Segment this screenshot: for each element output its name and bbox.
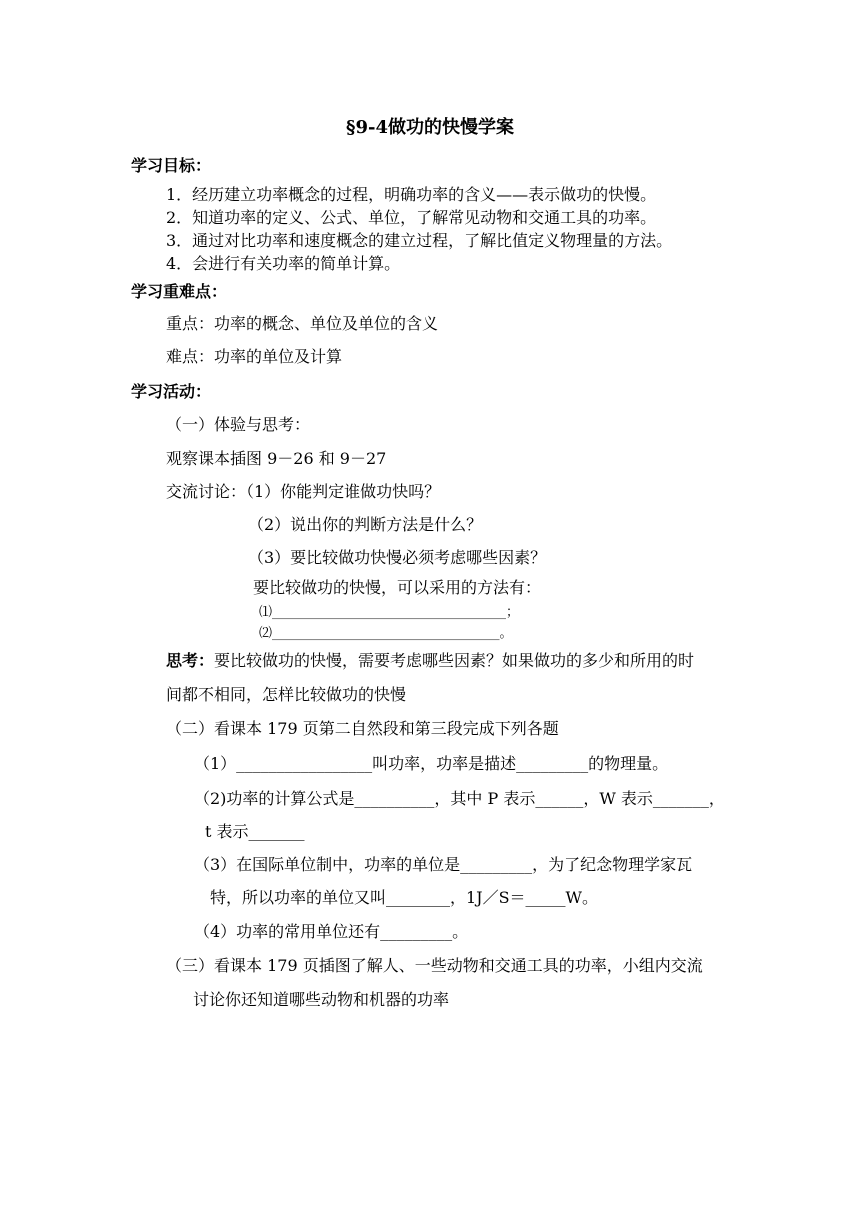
think-text-continued: 间都不相同，怎样比较做功的快慢 bbox=[166, 685, 407, 704]
discuss-question: （3）要比较做功快慢必须考虑哪些因素？ bbox=[248, 548, 547, 567]
key-point: 重点：功率的概念、单位及单位的含义 bbox=[166, 314, 439, 333]
key-points-heading: 学习重难点： bbox=[131, 282, 228, 301]
think-label: 思考： bbox=[166, 651, 215, 670]
objective-item: 3．通过对比功率和速度概念的建立过程，了解比值定义物理量的方法。 bbox=[166, 231, 673, 250]
objectives-heading: 学习目标： bbox=[131, 156, 212, 175]
objective-item: 1．经历建立功率概念的过程，明确功率的含义——表示做功的快慢。 bbox=[166, 185, 657, 204]
part3-text: （三）看课本 179 页插图了解人、一些动物和交通工具的功率，小组内交流 bbox=[166, 956, 703, 975]
objective-item: 4．会进行有关功率的简单计算。 bbox=[166, 254, 401, 273]
fill-in-question: （3）在国际单位制中，功率的单位是_________，为了纪念物理学家瓦 bbox=[194, 855, 693, 874]
think-text: 要比较做功的快慢，需要考虑哪些因素？如果做功的多少和所用的时 bbox=[214, 651, 695, 670]
activities-heading: 学习活动： bbox=[131, 382, 212, 401]
method-blank: ⑴____________________________________； bbox=[259, 605, 520, 620]
difficult-point: 难点：功率的单位及计算 bbox=[166, 347, 343, 366]
fill-in-question: （4）功率的常用单位还有_________。 bbox=[194, 922, 469, 941]
fill-in-question: （1）_________________叫功率，功率是描述_________的物理量。 bbox=[194, 754, 669, 773]
think-paragraph bbox=[166, 650, 694, 672]
method-blank: ⑵___________________________________。 bbox=[259, 626, 513, 641]
fill-in-question: （2)功率的计算公式是__________，其中 P 表示______，W 表示_______， bbox=[194, 789, 725, 808]
discuss-question: （2）说出你的判断方法是什么？ bbox=[248, 515, 483, 534]
part2-title: （二）看课本 179 页第二自然段和第三段完成下列各题 bbox=[166, 719, 559, 738]
fill-in-question: 特，所以功率的单位又叫________，1J／S＝_____W。 bbox=[210, 888, 599, 907]
part1-title: （一）体验与思考： bbox=[166, 415, 311, 434]
methods-intro: 要比较做功的快慢，可以采用的方法有： bbox=[253, 578, 542, 597]
page-title: §9-4做功的快慢学案 bbox=[346, 117, 514, 138]
objective-item: 2．知道功率的定义、公式、单位，了解常见动物和交通工具的功率。 bbox=[166, 208, 657, 227]
observe-text: 观察课本插图 9－26 和 9－27 bbox=[166, 449, 387, 468]
discuss-question: 交流讨论：（1）你能判定谁做功快吗？ bbox=[166, 482, 441, 501]
fill-in-question: t 表示_______ bbox=[205, 822, 305, 841]
part3-text: 讨论你还知道哪些动物和机器的功率 bbox=[193, 990, 450, 1009]
